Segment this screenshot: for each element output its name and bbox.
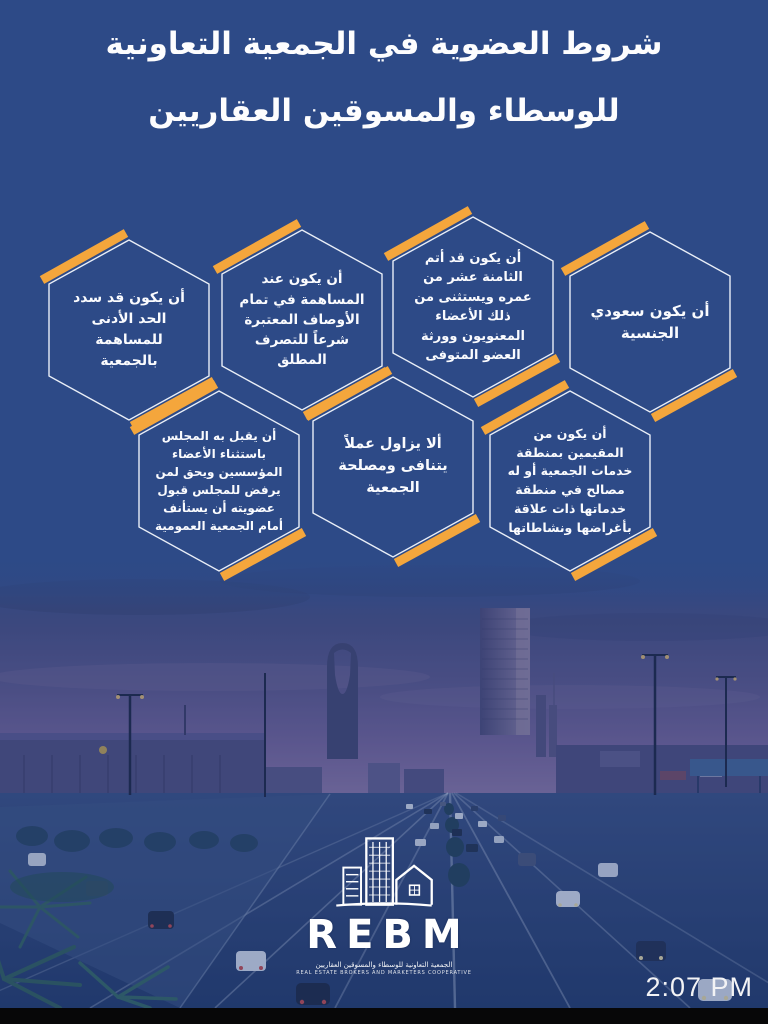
condition-text: أن يكون سعودي الجنسية — [590, 301, 710, 342]
condition-text: أن يكون قد سدد الحد الأدنى للمساهمة بالجمعية — [73, 290, 185, 369]
condition-text: أن يقبل به المجلس باستثناء الأعضاء المؤسسين ويحق لمن يرفض للمجلس قبول عضويته أن يستأنف أمام الجمعية العمومية — [154, 429, 284, 533]
rebm-logo-caption-arabic: الجمعية التعاونية للوسطاء والمسوقين العقاريين — [315, 961, 453, 969]
poster-title — [0, 26, 768, 129]
poster-title-line1: شروط العضوية في الجمعية التعاونية — [105, 26, 663, 62]
rebm-logo-caption-english: REAL ESTATE BROKERS AND MARKETERS COOPERATIVE — [296, 970, 472, 976]
condition-text: ألا يزاول عملاً يتنافى ومصلحة الجمعية — [338, 436, 448, 496]
rebm-logo-text: REBM — [306, 912, 471, 958]
condition-text: أن يكون من المقيمين بمنطقة خدمات الجمعية أو له مصالح في منطقة خدماتها ذات علاقة بأغراضها ونشاطاتها — [507, 425, 633, 535]
poster-title-line2: للوسطاء والمسوقين العقاريين — [148, 93, 620, 129]
condition-hexagon-board-approval — [131, 385, 307, 577]
letterbox-bar — [0, 1008, 768, 1024]
condition-text: أن يكون عند المساهمة في تمام الأوصاف المعتبرة شرعاً للتصرف المطلق — [239, 271, 365, 369]
video-timestamp: 2:07 PM — [645, 972, 753, 1002]
buildings-logo-icon — [326, 834, 442, 910]
condition-hexagon-no-conflict — [305, 371, 481, 563]
rebm-logo — [0, 834, 768, 976]
condition-hexagon-residency — [482, 385, 658, 577]
condition-text: أن يكون قد أتم الثامنة عشر من عمره ويستثنى من ذلك الأعضاء المعنويون وورثة العضو المتوفى — [414, 250, 532, 363]
